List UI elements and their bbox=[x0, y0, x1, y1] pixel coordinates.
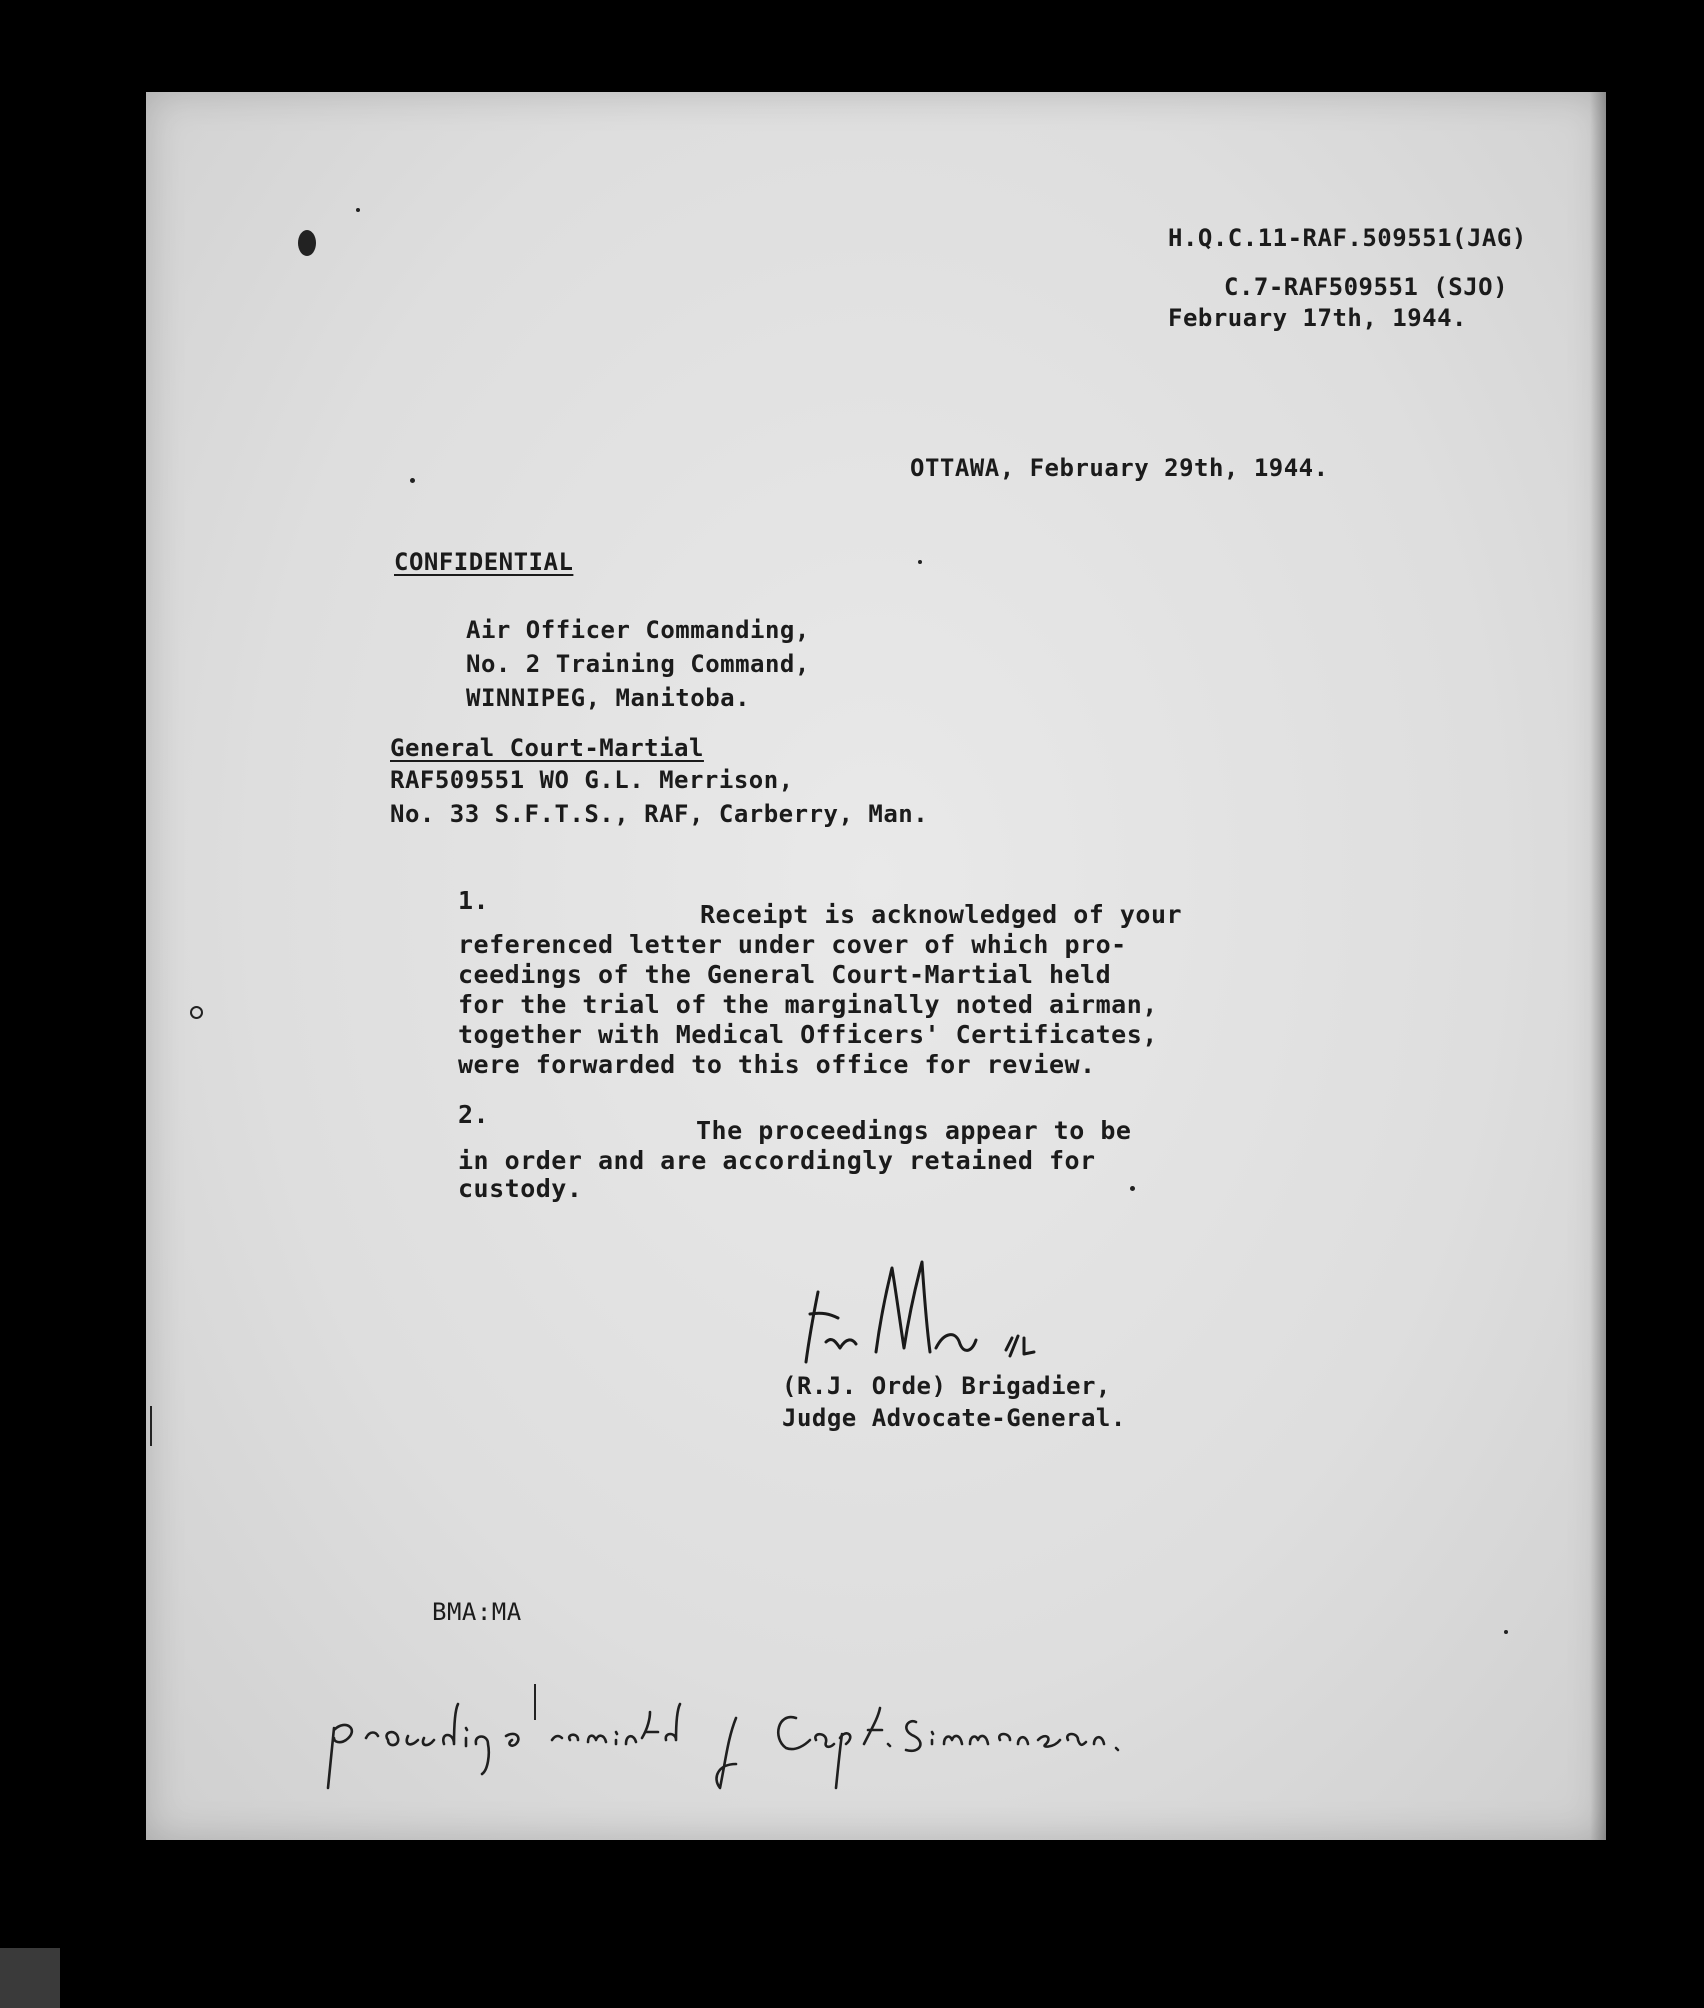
classification-heading: CONFIDENTIAL bbox=[394, 548, 574, 576]
subject-line-3: No. 33 S.F.T.S., RAF, Carberry, Man. bbox=[390, 800, 929, 828]
scan-speck bbox=[410, 478, 415, 483]
signatory-title: Judge Advocate-General. bbox=[782, 1404, 1126, 1432]
reference-line-1: H.Q.C.11-RAF.509551(JAG) bbox=[1168, 224, 1527, 252]
letter-page bbox=[146, 92, 1606, 1840]
place-date: OTTAWA, February 29th, 1944. bbox=[910, 454, 1329, 482]
subject-line-2: RAF509551 WO G.L. Merrison, bbox=[390, 766, 794, 794]
scan-speck bbox=[1504, 1630, 1508, 1634]
scan-corner-artifact bbox=[0, 1948, 60, 2008]
scan-speck bbox=[356, 208, 360, 212]
signature bbox=[796, 1252, 1076, 1382]
page-edge-shadow bbox=[1590, 92, 1606, 1840]
ink-blot bbox=[298, 230, 316, 256]
subject-line-1: General Court-Martial bbox=[390, 734, 704, 762]
paragraph-1-number: 1. bbox=[458, 886, 490, 915]
scan-speck bbox=[190, 1006, 203, 1019]
paragraph-2-line-3: custody. bbox=[458, 1174, 583, 1203]
signatory-name: (R.J. Orde) Brigadier, bbox=[782, 1372, 1111, 1400]
addressee-line-3: WINNIPEG, Manitoba. bbox=[466, 684, 751, 712]
scan-mark bbox=[150, 1406, 152, 1446]
addressee-line-2: No. 2 Training Command, bbox=[466, 650, 810, 678]
scan-speck bbox=[918, 560, 922, 564]
paragraph-2-line-1: The proceedings appear to be bbox=[696, 1116, 1132, 1145]
paragraph-1-line-2: referenced letter under cover of which pro- bbox=[458, 930, 1127, 959]
addressee-line-1: Air Officer Commanding, bbox=[466, 616, 810, 644]
paragraph-1-line-6: were forwarded to this office for review. bbox=[458, 1050, 1096, 1079]
paragraph-1-line-5: together with Medical Officers' Certificates, bbox=[458, 1020, 1158, 1049]
paragraph-2-number: 2. bbox=[458, 1100, 490, 1129]
scan-speck bbox=[1130, 1186, 1135, 1191]
handwritten-note bbox=[316, 1678, 1296, 1798]
reference-date: February 17th, 1944. bbox=[1168, 304, 1467, 332]
paragraph-1-line-4: for the trial of the marginally noted airman, bbox=[458, 990, 1158, 1019]
paragraph-1-line-3: ceedings of the General Court-Martial held bbox=[458, 960, 1112, 989]
typist-initials: BMA:MA bbox=[432, 1598, 522, 1626]
paragraph-1-line-1: Receipt is acknowledged of your bbox=[700, 900, 1183, 929]
reference-line-2: C.7-RAF509551 (SJO) bbox=[1224, 273, 1509, 301]
paragraph-2-line-2: in order and are accordingly retained for bbox=[458, 1146, 1096, 1175]
scan-mark bbox=[534, 1684, 536, 1720]
